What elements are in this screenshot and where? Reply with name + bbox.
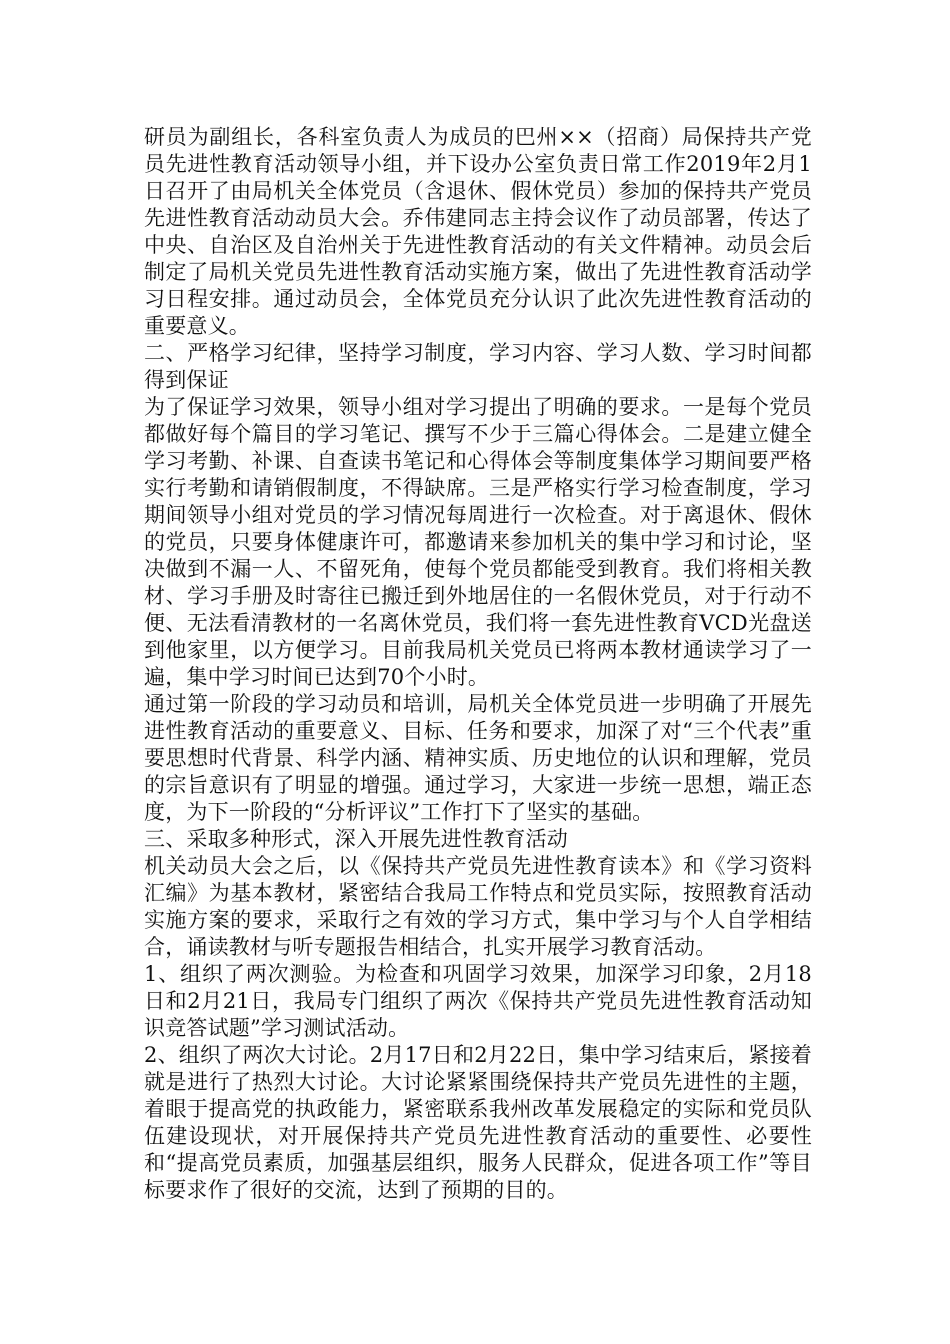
- paragraph-intro: 研员为副组长，各科室负责人为成员的巴州××（招商）局保持共产党员先进性教育活动领导小组，并下设办公室负责日常工作2019年2月1日召开了由局机关全体党员（含退休、假休党员）参加的保持共产党员先进性教育活动动员大会。乔伟建同志主持会议作了动员部署，传达了中央、自治区及自治州关于先进性教育活动的有关文件精神。动员会后制定了局机关党员先进性教育活动实施方案，做出了先进性教育活动学习日程安排。通过动员会，全体党员充分认识了此次先进性教育活动的重要意义。: [144, 125, 812, 338]
- document-body: [144, 124, 812, 1204]
- paragraph-materials: 机关动员大会之后，以《保持共产党员先进性教育读本》和《学习资料汇编》为基本教材，紧密结合我局工作特点和党员实际，按照教育活动实施方案的要求，采取行之有效的学习方式，集中学习与个人自学相结合，诵读教材与听专题报告相结合，扎实开展学习教育活动。: [144, 854, 812, 959]
- paragraph-discussions: 2、组织了两次大讨论。2月17日和2月22日，集中学习结束后，紧接着就是进行了热烈大讨论。大讨论紧紧围绕保持共产党员先进性的主题，着眼于提高党的执政能力，紧密联系我州改革发展稳定的实际和党员队伍建设现状，对开展保持共产党员先进性教育活动的重要性、必要性和“提高党员素质，加强基层组织，服务人民群众，促进各项工作”等目标要求作了很好的交流，达到了预期的目的。: [144, 1043, 812, 1202]
- paragraph-first-stage: 通过第一阶段的学习动员和培训，局机关全体党员进一步明确了开展先进性教育活动的重要意义、目标、任务和要求，加深了对“三个代表”重要思想时代背景、科学内涵、精神实质、历史地位的认识和理解，党员的宗旨意识有了明显的增强。通过学习，大家进一步统一思想，端正态度，为下一阶段的“分析评议”工作打下了坚实的基础。: [144, 692, 812, 824]
- paragraph-tests: 1、组织了两次测验。为检查和巩固学习效果，加深学习印象，2月18日和2月21日，我局专门组织了两次《保持共产党员先进性教育活动知识竞答试题”学习测试活动。: [144, 962, 812, 1040]
- section-heading-2: 二、严格学习纪律，坚持学习制度，学习内容、学习人数、学习时间都得到保证: [144, 341, 812, 392]
- section-heading-3: 三、采取多种形式，深入开展先进性教育活动: [144, 827, 568, 851]
- paragraph-requirements: 为了保证学习效果，领导小组对学习提出了明确的要求。一是每个党员都做好每个篇目的学习笔记、撰写不少于三篇心得体会。二是建立健全学习考勤、补课、自查读书笔记和心得体会等制度集体学习期间要严格实行考勤和请销假制度，不得缺席。三是严格实行学习检查制度，学习期间领导小组对党员的学习情况每周进行一次检查。对于离退休、假休的党员，只要身体健康许可，都邀请来参加机关的集中学习和讨论，坚决做到不漏一人、不留死角，使每个党员都能受到教育。我们将相关教材、学习手册及时寄往已搬迁到外地居住的一名假休党员，对于行动不便、无法看清教材的一名离休党员，我们将一套先进性教育VCD光盘送到他家里，以方便学习。目前我局机关党员已将两本教材通读学习了一遍，集中学习时间已达到70个小时。: [144, 395, 812, 689]
